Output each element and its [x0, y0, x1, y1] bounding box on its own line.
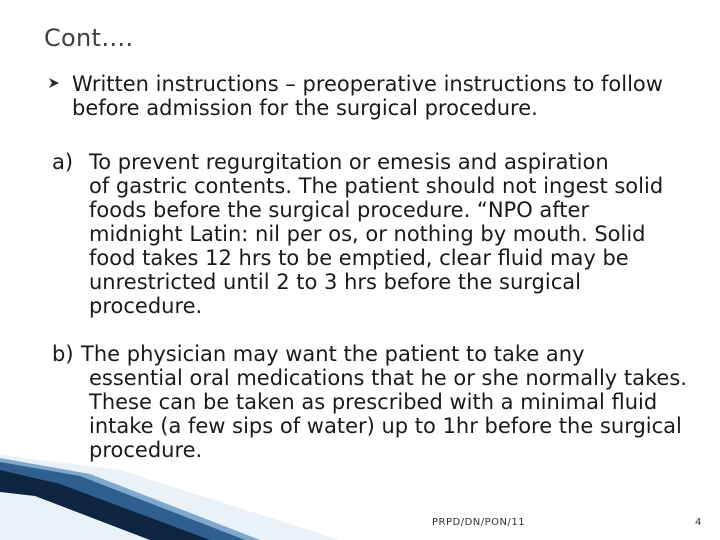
footer-code: PRPD/DN/PON/11: [432, 517, 526, 528]
list-item-a: [52, 150, 682, 318]
page-number: 4: [695, 517, 702, 528]
bullet-arrow-icon: [48, 77, 62, 91]
list-marker: b): [52, 342, 74, 366]
bullet-text: Written instructions – preoperative instructions to follow before admission for the surgical procedure.: [72, 72, 663, 120]
list-marker: a): [52, 150, 74, 174]
list-item-first-line: To prevent regurgitation or emesis and aspiration: [89, 150, 609, 174]
list-item-text: essential oral medications that he or she normally takes. These can be taken as prescribed with a minimal fluid intake (a few sips of water) up to 1hr before the surgical procedure.: [89, 366, 687, 462]
list-item-text: of gastric contents. The patient should not ingest solid foods before the surgical procedure. “NPO after midnight Latin: nil per os, or nothing by mouth. Solid food takes 12 hrs to be emptied, clear fluid may be unrestricted until 2 to 3 hrs before the surgical procedure.: [89, 174, 664, 318]
list-item-b: [52, 342, 692, 462]
list-item-first-line: The physician may want the patient to take any: [81, 342, 585, 366]
slide-title: Cont….: [44, 24, 134, 52]
